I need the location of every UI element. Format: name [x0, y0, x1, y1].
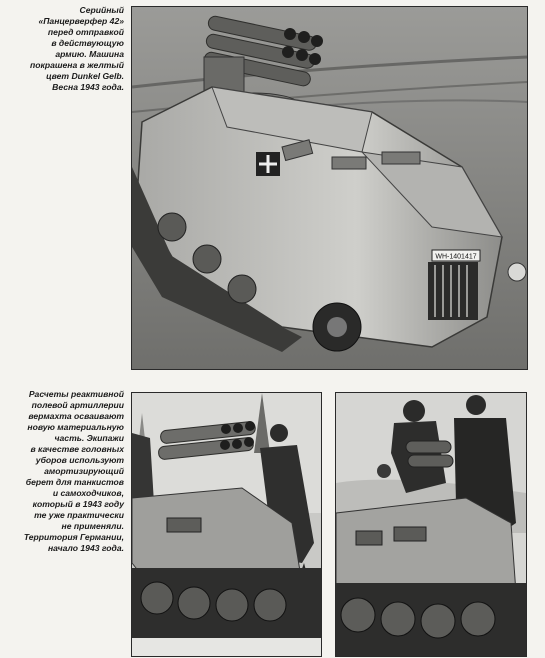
caption-bottom-line: который в 1943 году	[32, 499, 124, 509]
caption-bottom-line: берет для танкистов	[25, 477, 124, 487]
caption-bottom-line: часть. Экипажи	[54, 433, 124, 443]
photo-right-illustration	[336, 393, 526, 656]
caption-top-line: цвет Dunkel Gelb.	[46, 71, 124, 81]
caption-top-line: Серийный	[79, 5, 124, 15]
photo-main-vehicle	[131, 6, 528, 370]
caption-bottom-line: Территория Германии,	[23, 532, 124, 542]
photo-crew-loading-left	[131, 392, 322, 657]
licence-plate: WH-1401417	[435, 253, 477, 261]
caption-top-line: покрашена в желтый	[29, 60, 124, 70]
caption-bottom-line: уборов используют	[35, 455, 124, 465]
caption-bottom-line: те уже практически	[34, 510, 124, 520]
caption-bottom-line: Расчеты реактивной	[28, 389, 124, 399]
photo-left-illustration	[132, 393, 321, 656]
caption-top-line: армию. Машина	[55, 49, 124, 59]
caption-top-line: Весна 1943 года.	[52, 82, 124, 92]
caption-bottom-line: не применяли.	[61, 521, 124, 531]
caption-bottom-line: начало 1943 года.	[47, 543, 124, 553]
caption-bottom	[4, 389, 124, 554]
caption-bottom-line: в качестве головных	[30, 444, 124, 454]
photo-crew-loading-right	[335, 392, 527, 657]
caption-bottom-line: новую материальную	[27, 422, 124, 432]
caption-bottom-line: полевой артиллерии	[31, 400, 124, 410]
caption-top	[4, 5, 124, 93]
caption-top-line: в действующую	[51, 38, 124, 48]
caption-top-line: «Панцерверфер 42»	[38, 16, 124, 26]
caption-bottom-line: и самоходчиков,	[52, 488, 124, 498]
caption-top-line: перед отправкой	[47, 27, 124, 37]
caption-bottom-line: амортизирующий	[44, 466, 124, 476]
photo-main-illustration	[132, 7, 527, 369]
caption-bottom-line: вермахта осваивают	[28, 411, 124, 421]
